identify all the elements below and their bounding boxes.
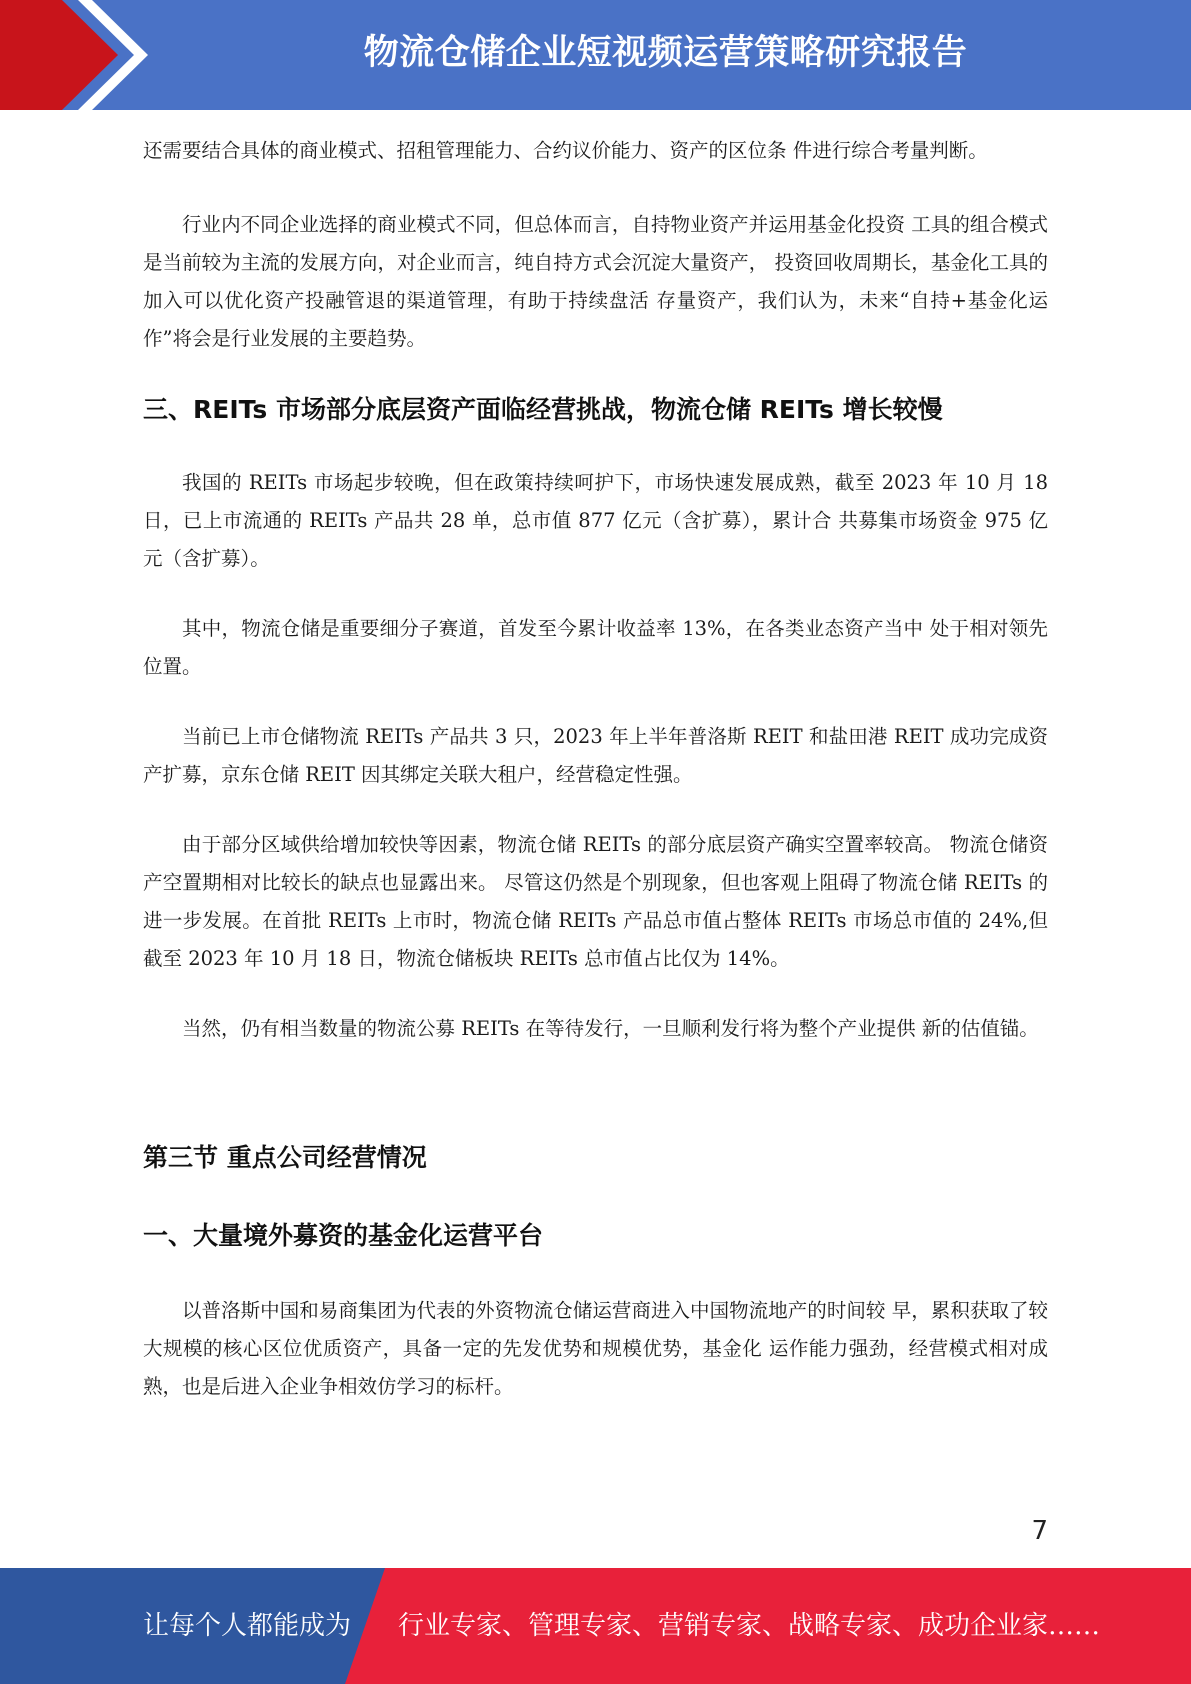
paragraph-foreign-operators: 以普洛斯中国和易商集团为代表的外资物流仓储运营商进入中国物流地产的时间较 早，累积获取了较大规模的核心区位优质资产，具备一定的先发优势和规模优势，基金化 运作能力强劲，经营模式相对成熟，也是后进入企业争相效仿学习的标杆。 (143, 1299, 1048, 1398)
footer-banner (0, 1568, 1191, 1684)
paragraph-continuation: 还需要结合具体的商业模式、招租管理能力、合约议价能力、资产的区位条 件进行综合考量判断。 (143, 139, 988, 162)
paragraph-reits-market: 我国的 REITs 市场起步较晚，但在政策持续呵护下，市场快速发展成熟，截至 2023 年 10 月 18 日，已上市流通的 REITs 产品共 28 单，总市值 877 亿元（含扩募），累计合 共募集市场资金 975 亿元（含扩募）。 (143, 471, 1048, 570)
paragraph-pending-reits: 当然，仍有相当数量的物流公募 REITs 在等待发行，一旦顺利发行将为整个产业提供 新的估值锚。 (182, 1017, 1039, 1040)
chapter-section-heading: 第三节 重点公司经营情况 (143, 1143, 427, 1172)
report-title: 物流仓储企业短视频运营策略研究报告 (363, 33, 968, 73)
footer-slogan-right: 行业专家、管理专家、营销专家、战略专家、成功企业家…… (398, 1611, 1101, 1641)
paragraph-logistics-yield: 其中，物流仓储是重要细分子赛道，首发至今累计收益率 13%，在各类业态资产当中 处于相对领先位置。 (143, 617, 1048, 678)
section-heading-reits: 三、REITs 市场部分底层资产面临经营挑战，物流仓储 REITs 增长较慢 (143, 395, 943, 424)
header-arrow-decoration (0, 0, 160, 110)
page-number: 7 (1031, 1516, 1048, 1546)
footer-slogan-left: 让每个人都能成为 (143, 1611, 352, 1641)
paragraph-business-model: 行业内不同企业选择的商业模式不同，但总体而言，自持物业资产并运用基金化投资 工具的组合模式是当前较为主流的发展方向，对企业而言，纯自持方式会沉淀大量资产， 投资回收周期长，基金化工具的加入可以优化资产投融管退的渠道管理，有助于持续盘活 存量资产，我们认为，未来“自持+基金化运作”将会是行业发展的主要趋势。 (143, 213, 1048, 350)
header-banner (0, 0, 1191, 110)
paragraph-listed-reits: 当前已上市仓储物流 REITs 产品共 3 只，2023 年上半年普洛斯 REIT 和盐田港 REIT 成功完成资产扩募，京东仓储 REIT 因其绑定关联大租户，经营稳定性强。 (143, 725, 1048, 786)
document-body (143, 132, 1048, 1438)
subsection-heading-fund-platform: 一、大量境外募资的基金化运营平台 (143, 1221, 544, 1250)
paragraph-vacancy: 由于部分区域供给增加较快等因素，物流仓储 REITs 的部分底层资产确实空置率较高。 物流仓储资产空置期相对比较长的缺点也显露出来。 尽管这仍然是个别现象，但也客观上阻碍了物流仓储 REITs 的进一步发展。在首批 REITs 上市时，物流仓储 REITs 产品总市值占整体 REITs 市场总市值的 24%,但截至 2023 年 10 月 18 日，物流仓储板块 REITs 总市值占比仅为 14%。 (143, 833, 1048, 970)
